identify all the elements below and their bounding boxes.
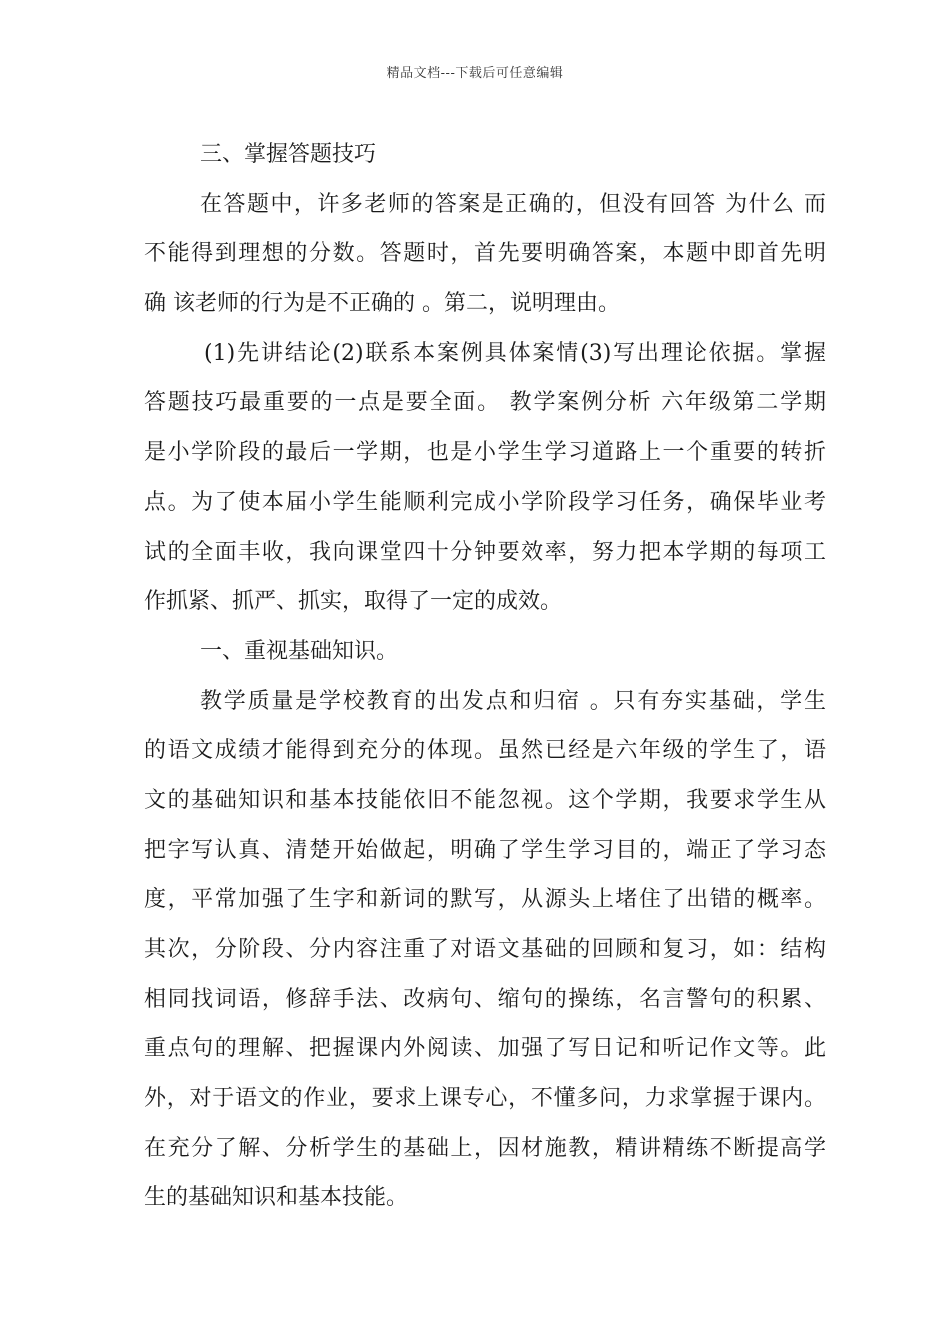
paragraph-line: 把字写认真、清楚开始做起，明确了学生学习目的，端正了学习态 <box>144 837 826 863</box>
paragraph-line: 生的基础知识和基本技能。 <box>144 1185 409 1211</box>
paragraph-line: 不能得到理想的分数。答题时，首先要明确答案，本题中即首先明 <box>144 241 826 267</box>
paragraph-line: 相同找词语，修辞手法、改病句、缩句的操练，名言警句的积累、 <box>144 986 826 1012</box>
paragraph-line: 作抓紧、抓严、抓实，取得了一定的成效。 <box>144 589 563 615</box>
paragraph-line: 教学质量是学校教育的出发点和归宿 。只有夯实基础，学生 <box>200 688 826 714</box>
paragraph-line: 的语文成绩才能得到充分的体现。虽然已经是六年级的学生了，语 <box>144 738 826 764</box>
paragraph-line: 点。为了使本届小学生能顺利完成小学阶段学习任务，确保毕业考 <box>144 489 826 515</box>
paragraph-line: 确 该老师的行为是不正确的 。第二，说明理由。 <box>144 291 620 317</box>
section-heading: 三、掌握答题技巧 <box>200 142 377 167</box>
paragraph-line: (1)先讲结论(2)联系本案例具体案情(3)写出理论依据。掌握 <box>204 340 826 366</box>
paragraph-line: 度，平常加强了生字和新词的默写，从源头上堵住了出错的概率。 <box>144 887 826 913</box>
paragraph-line: 重点句的理解、把握课内外阅读、加强了写日记和听记作文等。此 <box>144 1036 826 1062</box>
paragraph-line: 文的基础知识和基本技能依旧不能忽视。这个学期，我要求学生从 <box>144 787 826 813</box>
document-body <box>144 130 826 1223</box>
section-heading: 一、重视基础知识。 <box>200 638 399 664</box>
paragraph-line: 外，对于语文的作业，要求上课专心，不懂多问，力求掌握于课内。 <box>144 1086 826 1112</box>
paragraph-line: 答题技巧最重要的一点是要全面。 教学案例分析 六年级第二学期 <box>144 390 826 416</box>
paragraph-line: 其次，分阶段、分内容注重了对语文基础的回顾和复习，如：结构 <box>144 937 826 962</box>
paragraph-line: 在充分了解、分析学生的基础上，因材施教，精讲精练不断提高学 <box>144 1135 826 1161</box>
paragraph-line: 是小学阶段的最后一学期，也是小学生学习道路上一个重要的转折 <box>144 440 826 466</box>
paragraph-line: 在答题中，许多老师的答案是正确的，但没有回答 为什么 而 <box>200 191 826 217</box>
paragraph-line: 试的全面丰收，我向课堂四十分钟要效率，努力把本学期的每项工 <box>144 539 826 565</box>
page-header: 精品文档---下载后可任意编辑 <box>386 66 564 81</box>
